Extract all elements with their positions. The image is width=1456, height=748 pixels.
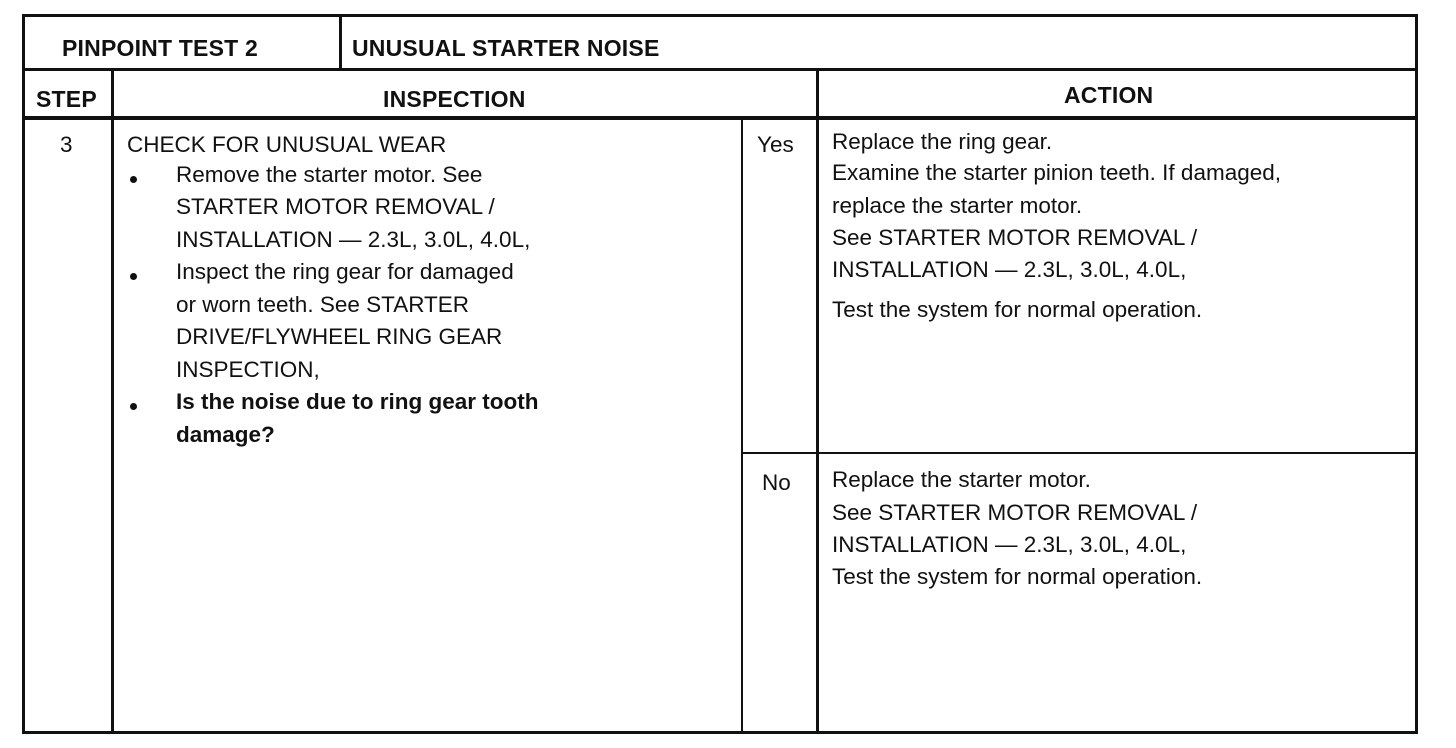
inspection-bullet-line: Inspect the ring gear for damaged [176, 259, 514, 284]
step-column-divider [111, 68, 114, 734]
step-number: 3 [60, 132, 73, 157]
action-line: See STARTER MOTOR REMOVAL / [832, 500, 1198, 525]
bullet-dot-icon [130, 273, 137, 280]
inspection-action-divider [816, 68, 819, 734]
inspection-bullet-line: Is the noise due to ring gear tooth [176, 389, 539, 414]
action-line: Replace the starter motor. [832, 467, 1091, 492]
inspection-bullet-line: Remove the starter motor. See [176, 161, 483, 187]
answer-column-divider [741, 118, 743, 734]
action-line: replace the starter motor. [832, 193, 1083, 218]
header-row-divider [22, 116, 1418, 120]
action-line: Test the system for normal operation. [832, 564, 1203, 589]
bullet-dot-icon [130, 176, 137, 183]
inspection-bullet-line: STARTER MOTOR REMOVAL / [176, 194, 495, 219]
inspection-bullet-line: INSPECTION, [176, 356, 320, 382]
action-line: Examine the starter pinion teeth. If damaged, [832, 160, 1282, 185]
pinpoint-test-title: UNUSUAL STARTER NOISE [352, 35, 660, 61]
pinpoint-test-label: PINPOINT TEST 2 [62, 35, 258, 61]
title-cell-divider [339, 14, 342, 70]
action-line: INSTALLATION — 2.3L, 3.0L, 4.0L, [832, 532, 1187, 557]
step-column-header: STEP [36, 86, 97, 112]
outcome-divider [742, 452, 1418, 454]
inspection-bullet-line: damage? [176, 421, 275, 447]
inspection-column-header: INSPECTION [383, 86, 526, 112]
title-row-divider [22, 68, 1418, 71]
action-column-header: ACTION [1064, 82, 1154, 108]
answer-no: No [762, 470, 791, 495]
bullet-dot-icon [130, 403, 137, 410]
answer-yes: Yes [757, 132, 794, 157]
action-line: INSTALLATION — 2.3L, 3.0L, 4.0L, [832, 257, 1187, 282]
action-line: See STARTER MOTOR REMOVAL / [832, 225, 1198, 250]
inspection-heading: CHECK FOR UNUSUAL WEAR [127, 132, 447, 157]
action-line: Test the system for normal operation. [832, 297, 1203, 322]
inspection-bullet-line: INSTALLATION — 2.3L, 3.0L, 4.0L, [176, 226, 531, 252]
inspection-bullet-line: or worn teeth. See STARTER [176, 291, 470, 317]
inspection-bullet-line: DRIVE/FLYWHEEL RING GEAR [176, 324, 503, 349]
action-line: Replace the ring gear. [832, 129, 1053, 154]
